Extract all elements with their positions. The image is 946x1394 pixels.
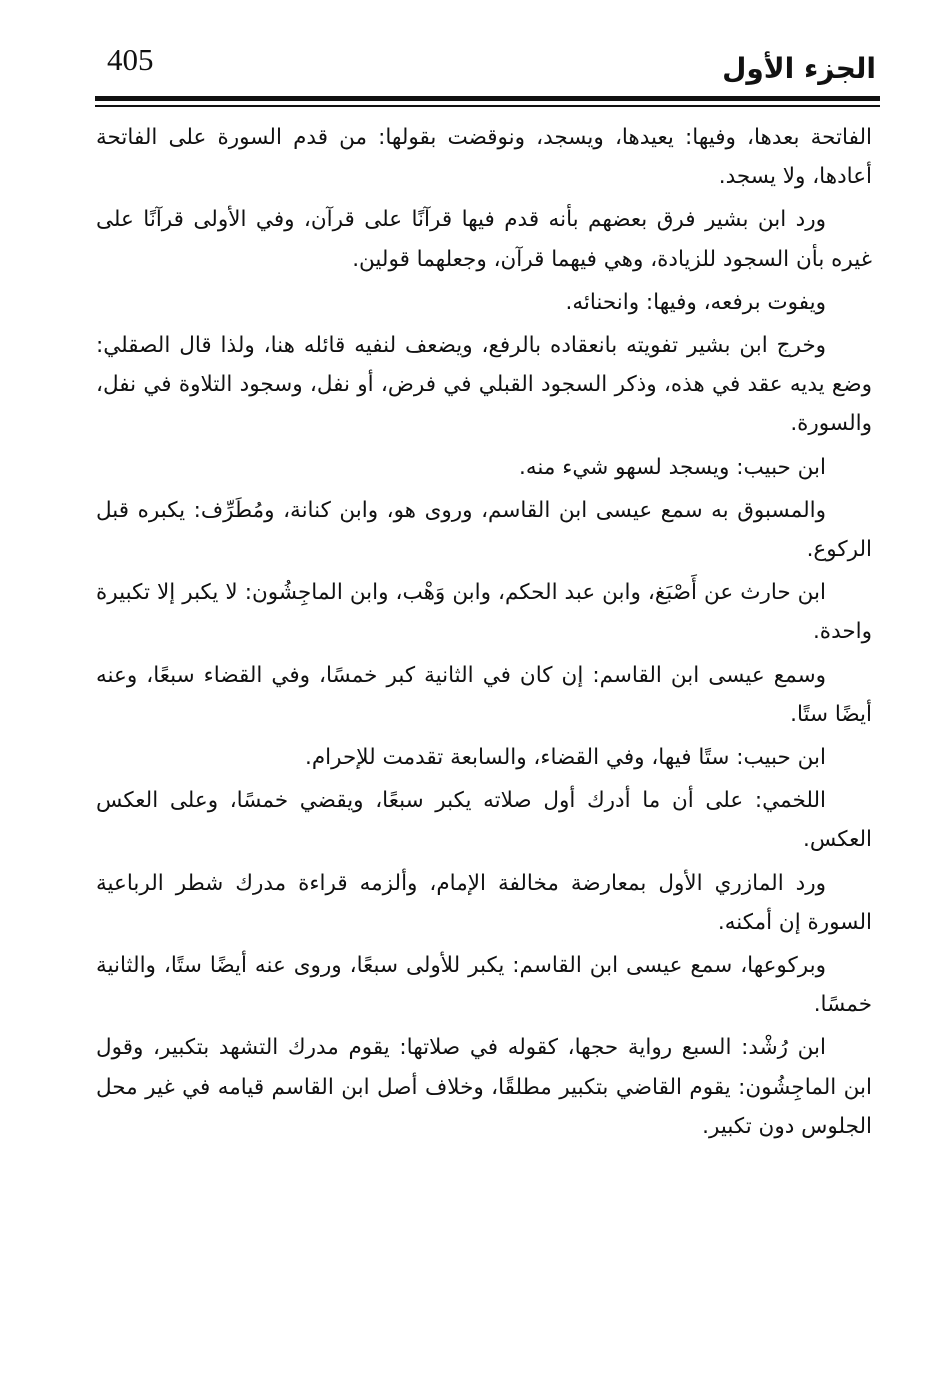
- paragraph: والمسبوق به سمع عيسى ابن القاسم، وروى هو، وابن كنانة، ومُطَرِّف: يكبره قبل الركوع.: [96, 497, 872, 563]
- paragraph: وخرج ابن بشير تفويته بانعقاده بالرفع، ويضعف لنفيه قائله هنا، ولذا قال الصقلي: وضع يديه عقد في هذه، وذكر السجود القبلي في فرض، أو نفل، وسجود التلاوة في نفل، والسورة.: [96, 333, 872, 437]
- paragraph: ورد المازري الأول بمعارضة مخالفة الإمام، وألزمه قراءة مدرك شطر الرباعية السورة إن أمكنه.: [96, 870, 872, 935]
- paragraph: ابن حبيب: ستًا فيها، وفي القضاء، والسابعة تقدمت للإحرام.: [304, 745, 826, 771]
- paragraph: ورد ابن بشير فرق بعضهم بأنه قدم فيها قرآنًا على قرآن، وفي الأولى قرآنًا على غيره بأن السجود للزيادة، وهي فيهما قرآن، وجعلهما قولين.: [96, 207, 872, 272]
- header-rule-thin: [95, 105, 880, 107]
- paragraph: اللخمي: على أن ما أدرك أول صلاته يكبر سبعًا، ويقضي خمسًا، وعلى العكس العكس.: [96, 788, 872, 853]
- paragraph: الفاتحة بعدها، وفيها: يعيدها، ويسجد، ونوقضت بقولها: من قدم السورة على الفاتحة أعادها، ولا يسجد.: [96, 125, 872, 190]
- paragraph: ابن حارث عن أَصْبَغ، وابن عبد الحكم، وابن وَهْب، وابن الماجِشُون: لا يكبر إلا تكبيرة واحدة.: [96, 580, 872, 645]
- body-text: [96, 118, 872, 1150]
- running-title: الجزء الأول: [722, 52, 876, 85]
- page-number: 405: [107, 42, 154, 77]
- paragraph: وبركوعها، سمع عيسى ابن القاسم: يكبر للأولى سبعًا، وروى عنه أيضًا ستًا، والثانية خمسًا.: [96, 953, 872, 1018]
- header-rule-thick: [95, 96, 880, 101]
- paragraph: ابن رُشْد: السبع رواية حجها، كقوله في صلاتها: يقوم مدرك التشهد بتكبير، وقول ابن الماجِشُون: يقوم القاضي بتكبير مطلقًا، وخلاف أصل ابن القاسم قيامه في غير محل الجلوس دون تكبير.: [96, 1035, 872, 1139]
- paragraph: ابن حبيب: ويسجد لسهو شيء منه.: [519, 454, 826, 480]
- page-header: [95, 38, 880, 96]
- paragraph: ويفوت برفعه، وفيها: وانحنائه.: [565, 289, 826, 315]
- paragraph: وسمع عيسى ابن القاسم: إن كان في الثانية كبر خمسًا، وفي القضاء سبعًا، وعنه أيضًا ستًا.: [96, 662, 872, 727]
